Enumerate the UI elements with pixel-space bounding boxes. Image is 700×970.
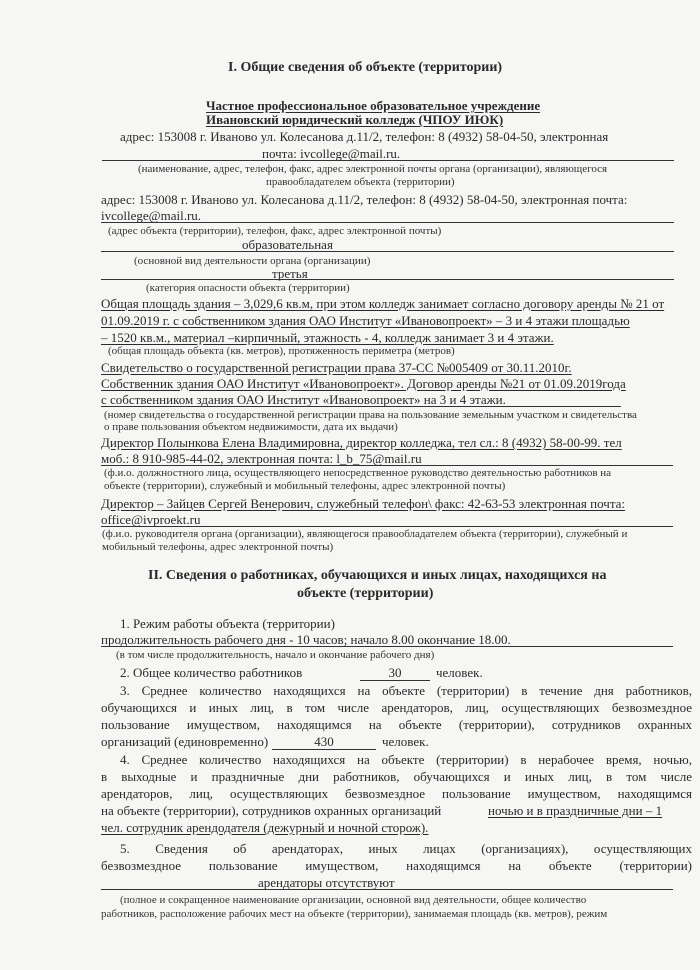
caption-category: (категория опасности объекта (территории) (146, 282, 350, 294)
object-address-line-2: ivcollege@mail.ru. (101, 208, 202, 223)
caption-certificate-1: (номер свидетельства о государственной регистрации права на пользование земельным участком и свидетельства (104, 409, 637, 421)
item-1-underline (101, 646, 673, 647)
activity-value: образовательная (242, 237, 333, 252)
object-address-line-1: адрес: 153008 г. Иваново ул. Колесанова д.11/2, телефон: 8 (4932) 58-04-50, электронная почта: (101, 192, 628, 207)
item-5-value: арендаторы отсутствуют (258, 875, 395, 890)
item-2-unit: человек. (436, 665, 483, 680)
item-4-line-5: чел. сотрудник арендодателя (дежурный и ночной сторож). (101, 820, 429, 835)
object-address-underline (101, 222, 674, 223)
activity-underline (101, 251, 674, 252)
caption-director-2: объекте (территории), служебный и мобильный телефоны, адрес электронной почты) (104, 480, 506, 492)
item-3-line-1: 3. Среднее количество находящихся на объекте (территории) в течение дня работников, (120, 684, 692, 698)
caption-certificate-2: о праве пользования объектом недвижимости, дата их выдачи) (104, 421, 398, 433)
item-1-label: 1. Режим работы объекта (территории) (120, 616, 335, 631)
item-4-line-1: 4. Среднее количество находящихся на объекте (территории) в нерабочее время, ночью, (120, 753, 692, 767)
item-3-line-2: обучающихся и иных лиц, в том числе арендаторов, лиц, осуществляющих безвозмездное (101, 701, 692, 715)
caption-activity: (основной вид деятельности органа (организации) (134, 255, 371, 267)
item-4-line-2: в выходные и праздничные дни работников, обучающихся и иных лиц, в том числе (101, 770, 692, 784)
area-line-3: – 1520 кв.м., материал –кирпичный, этажность - 4, колледж занимает 3 и 4 этажи. (101, 330, 554, 345)
section-2-title-line-1: II. Сведения о работниках, обучающихся и иных лицах, находящихся на (148, 568, 607, 583)
item-4-line-3: арендаторов, лиц, осуществляющих безвозмездное пользование имуществом, находящимся (101, 787, 692, 801)
category-value: третья (272, 266, 308, 281)
item-3-value: 430 (272, 735, 376, 750)
org-address-line-1: адрес: 153008 г. Иваново ул. Колесанова д.11/2, телефон: 8 (4932) 58-04-50, электронная (120, 129, 609, 144)
org-name-line-1: Частное профессиональное образовательное учреждение (206, 98, 541, 113)
item-5-line-1: 5. Сведения об арендаторах, иных лицах (организациях), осуществляющих (120, 842, 692, 856)
caption-org-name-2: правообладателем объекта (территории) (266, 176, 455, 188)
item-5-underline (101, 889, 673, 890)
certificate-underline (101, 406, 621, 407)
director-line-1: Директор Полынкова Елена Владимировна, директор колледжа, тел сл.: 8 (4932) 58-00-99. тел (101, 435, 622, 450)
item-1-caption: (в том числе продолжительность, начало и окончание рабочего дня) (116, 649, 435, 661)
caption-head-2: мобильный телефоны, адрес электронной почты) (102, 541, 334, 553)
caption-head-1: (ф.и.о. руководителя органа (организации), являющегося правообладателем объекта (территории), служебный и (102, 528, 628, 540)
item-5-caption-1: (полное и сокращенное наименование организации, основной вид деятельности, общее количество (120, 894, 587, 906)
caption-org-name-1: (наименование, адрес, телефон, факс, адрес электронной почты органа (организации), являющегося (138, 163, 608, 175)
item-2-value: 30 (360, 666, 430, 681)
certificate-line-1: Свидетельство о государственной регистрации права 37-СС №005409 от 30.11.2010г. (101, 360, 572, 375)
item-3-unit: человек. (382, 734, 429, 749)
item-4-line-4b: ночью и в праздничные дни – 1 (488, 803, 663, 818)
org-underline (102, 160, 674, 161)
caption-object-address: (адрес объекта (территории), телефон, факс, адрес электронной почты) (108, 225, 442, 237)
item-4-line-4a: на объекте (территории), сотрудников охранных организаций (101, 803, 442, 818)
caption-director-1: (ф.и.о. должностного лица, осуществляющего непосредственное руководство деятельностью работников на (104, 467, 612, 479)
area-line-1: Общая площадь здания – 3,029,6 кв.м, при этом колледж занимает согласно договору аренды № 21 от (101, 296, 665, 311)
director-underline (101, 465, 673, 466)
item-2-label: 2. Общее количество работников (120, 665, 303, 680)
area-line-2: 01.09.2019 г. с собственником здания ОАО Институт «Ивановопроект» – 3 и 4 этажи площадью (101, 313, 630, 328)
certificate-line-2: Собственник здания ОАО Институт «Ивановопроект». Договор аренды №21 от 01.09.2019года (101, 376, 626, 391)
org-address-line-2: почта: ivcollege@mail.ru. (262, 146, 401, 161)
section-1-title: I. Общие сведения об объекте (территории) (228, 60, 503, 75)
caption-area: (общая площадь объекта (кв. метров), протяженность периметра (метров) (108, 345, 455, 357)
head-line-2: office@ivproekt.ru (101, 512, 201, 527)
item-5-caption-2: работников, расположение рабочих мест на объекте (территории), занимаемая площадь (кв. метров), режим (101, 908, 608, 920)
org-name-line-2: Ивановский юридический колледж (ЧПОУ ИЮК) (206, 112, 504, 127)
item-3-line-3: пользование имуществом, находящимся на объекте (территории), сотрудников охранных (101, 718, 692, 732)
item-3-line-4-label: организаций (единовременно) (101, 734, 269, 749)
certificate-line-3: с собственником здания ОАО Институт «Ивановопроект» на 3 и 4 этажи. (101, 392, 506, 407)
category-underline (101, 279, 674, 280)
director-line-2: моб.: 8 910-985-44-02, электронная почта: l_b_75@mail.ru (101, 451, 422, 466)
item-1-value: продолжительность рабочего дня - 10 часов; начало 8.00 окончание 18.00. (101, 632, 511, 647)
head-line-1: Директор – Зайцев Сергей Венерович, служебный телефон\ факс: 42-63-53 электронная почта: (101, 496, 626, 511)
item-5-line-2: безвозмездное пользование имуществом, находящимся на объекте (территории) (101, 859, 692, 873)
head-underline (101, 526, 673, 527)
section-2-title-line-2: объекте (территории) (297, 586, 434, 601)
